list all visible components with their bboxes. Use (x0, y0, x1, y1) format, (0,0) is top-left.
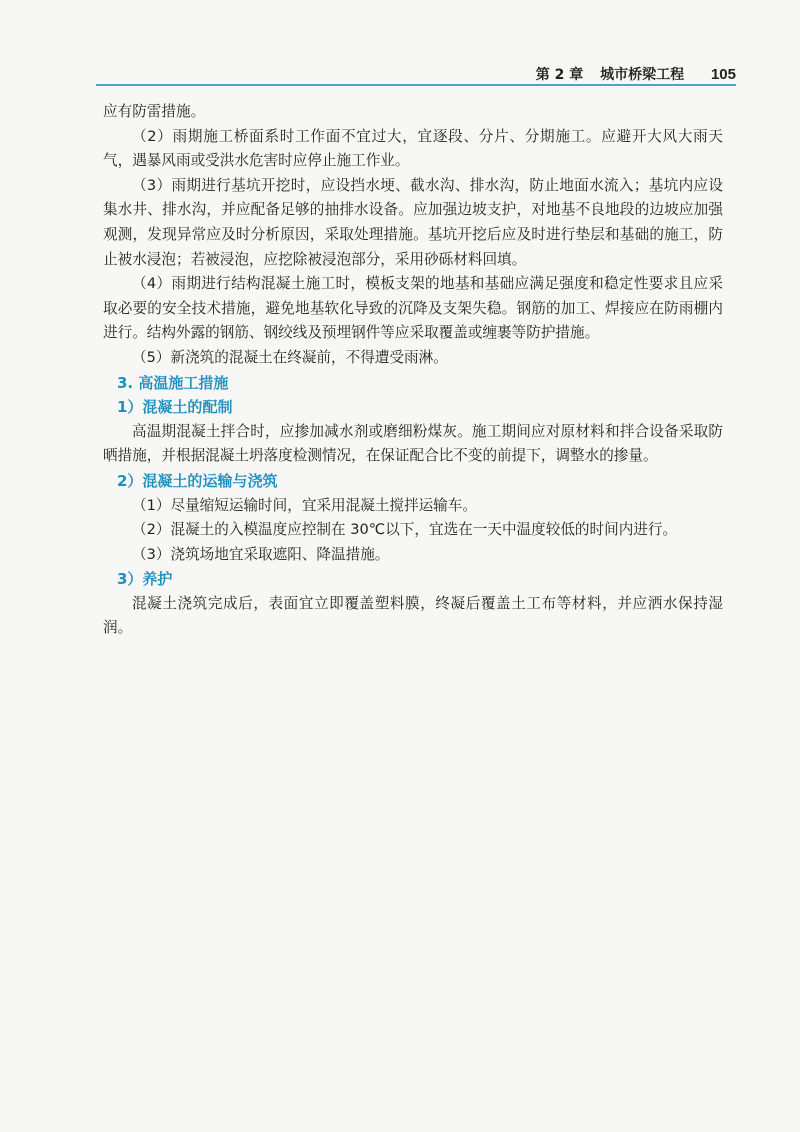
subheading-curing: 3）养护 (117, 570, 173, 589)
paragraph-item-2: （2）雨期施工桥面系时工作面不宜过大，宜逐段、分片、分期施工。应避开大风大雨天气，遇暴风雨或受洪水危害时应停止施工作业。 (103, 127, 723, 170)
header-rule (96, 84, 736, 86)
paragraph-curing: 混凝土浇筑完成后，表面宜立即覆盖塑料膜，终凝后覆盖土工布等材料，并应洒水保持湿润。 (103, 594, 723, 637)
section-heading-high-temperature: 3. 高温施工措施 (117, 373, 229, 392)
chapter-title: 城市桥梁工程 (600, 67, 685, 83)
chapter-label: 第 2 章 (535, 67, 584, 83)
running-head (536, 64, 736, 84)
page-body (103, 100, 723, 641)
paragraph-continued: 应有防雷措施。 (103, 103, 206, 120)
paragraph-item-4: （4）雨期进行结构混凝土施工时，模板支架的地基和基础应满足强度和稳定性要求且应采取必要的安全技术措施，避免地基软化导致的沉降及支架失稳。钢筋的加工、焊接应在防雨棚内进行。结构外露的钢筋、钢绞线及预埋钢件等应采取覆盖或缠裹等防护措施。 (103, 275, 723, 342)
paragraph-mixing: 高温期混凝土拌合时，应掺加减水剂或磨细粉煤灰。施工期间应对原材料和拌合设备采取防晒措施，并根据混凝土坍落度检测情况，在保证配合比不变的前提下，调整水的掺量。 (103, 422, 723, 465)
paragraph-item-5: （5）新浇筑的混凝土在终凝前，不得遭受雨淋。 (132, 348, 448, 366)
page-header (96, 58, 736, 86)
paragraph-transport-2: （2）混凝土的入模温度应控制在 30℃以下，宜选在一天中温度较低的时间内进行。 (132, 521, 678, 539)
page-number: 105 (710, 66, 736, 83)
paragraph-transport-1: （1）尽量缩短运输时间，宜采用混凝土搅拌运输车。 (132, 496, 477, 514)
subheading-transport-pouring: 2）混凝土的运输与浇筑 (117, 471, 278, 490)
paragraph-transport-3: （3）浇筑场地宜采取遮阳、降温措施。 (132, 545, 390, 563)
paragraph-item-3: （3）雨期进行基坑开挖时，应设挡水埂、截水沟、排水沟，防止地面水流入；基坑内应设集水井、排水沟，并应配备足够的抽排水设备。应加强边坡支护，对地基不良地段的边坡应加强观测，发现异常应及时分析原因，采取处理措施。基坑开挖后应及时进行垫层和基础的施工，防止被水浸泡；若被浸泡，应挖除被浸泡部分，采用砂砾材料回填。 (103, 176, 723, 268)
subheading-concrete-mixing: 1）混凝土的配制 (117, 398, 233, 417)
